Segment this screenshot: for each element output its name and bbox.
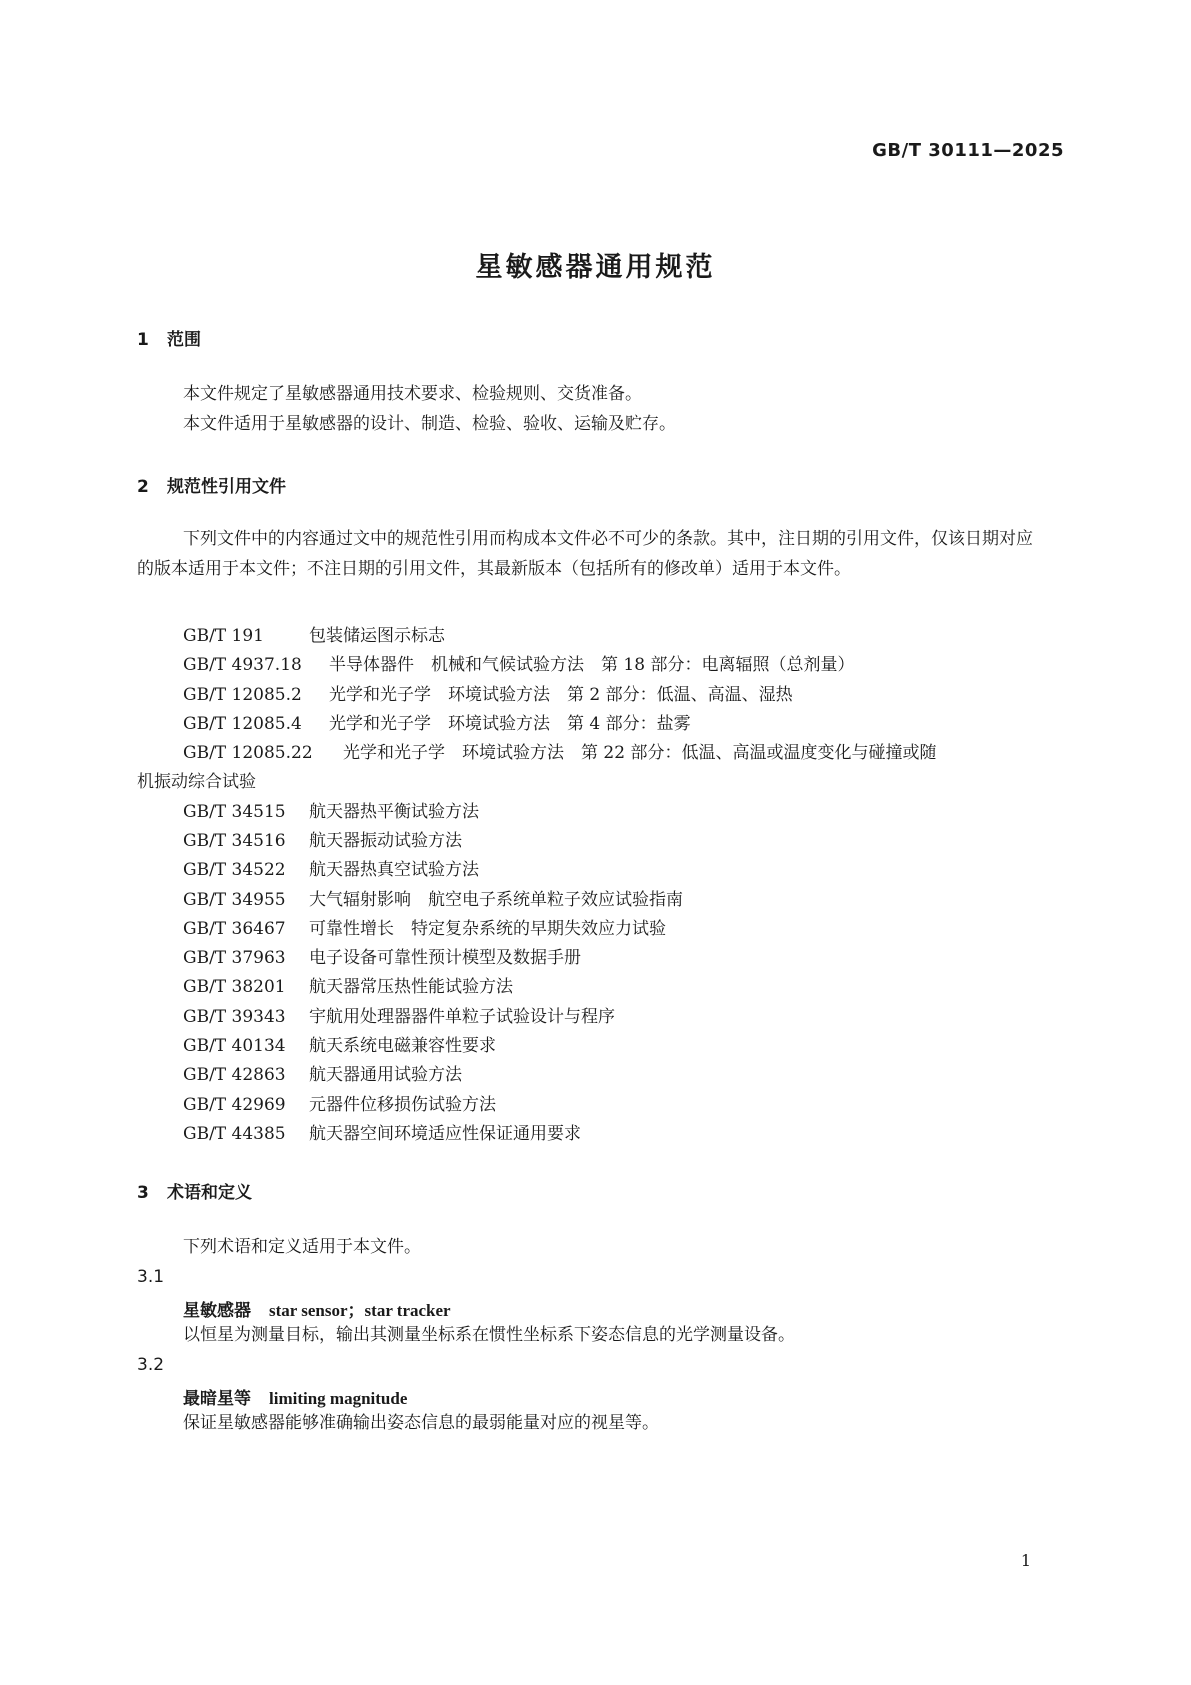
standard-number: GB/T 30111—2025 xyxy=(872,140,1064,161)
reference-title: 航天器常压热性能试验方法 xyxy=(309,977,513,997)
section-number: 1 xyxy=(137,330,149,350)
reference-code: GB/T 34516 xyxy=(183,831,286,851)
reference-item xyxy=(183,1090,496,1115)
reference-item xyxy=(183,650,854,675)
reference-title: 光学和光子学 环境试验方法 第 4 部分：盐雾 xyxy=(329,714,691,734)
term-english: star sensor；star tracker xyxy=(269,1301,451,1320)
reference-code: GB/T 34955 xyxy=(183,890,286,910)
reference-code: GB/T 44385 xyxy=(183,1124,286,1144)
section-1-heading xyxy=(137,325,201,350)
reference-item xyxy=(183,738,936,763)
reference-code: GB/T 37963 xyxy=(183,948,286,968)
reference-item xyxy=(183,826,462,851)
scope-paragraph: 本文件规定了星敏感器通用技术要求、检验规则、交货准备。 xyxy=(183,384,642,404)
reference-item xyxy=(183,855,479,880)
reference-item xyxy=(183,885,683,910)
reference-code: GB/T 39343 xyxy=(183,1007,286,1027)
reference-item xyxy=(183,1119,581,1144)
reference-title: 大气辐射影响 航空电子系统单粒子效应试验指南 xyxy=(309,890,683,910)
term-english: limiting magnitude xyxy=(269,1389,408,1408)
reference-title: 航天器通用试验方法 xyxy=(309,1065,462,1085)
document-title: 星敏感器通用规范 xyxy=(475,252,716,283)
terms-intro: 下列术语和定义适用于本文件。 xyxy=(183,1237,421,1257)
reference-title: 光学和光子学 环境试验方法 第 2 部分：低温、高温、湿热 xyxy=(329,685,793,705)
section-2-heading xyxy=(137,472,286,497)
section-title: 范围 xyxy=(167,330,201,350)
term-definition: 以恒星为测量目标，输出其测量坐标系在惯性坐标系下姿态信息的光学测量设备。 xyxy=(183,1325,795,1345)
reference-item xyxy=(183,621,445,646)
reference-code: GB/T 40134 xyxy=(183,1036,286,1056)
reference-title: 电子设备可靠性预计模型及数据手册 xyxy=(309,948,581,968)
reference-title: 可靠性增长 特定复杂系统的早期失效应力试验 xyxy=(309,919,666,939)
page-number: 1 xyxy=(1020,1551,1031,1570)
term-chinese: 最暗星等 xyxy=(183,1389,251,1409)
term-number: 3.2 xyxy=(137,1355,165,1375)
reference-item xyxy=(183,943,581,968)
section-3-heading xyxy=(137,1178,252,1203)
reference-code: GB/T 12085.2 xyxy=(183,685,302,705)
reference-title: 半导体器件 机械和气候试验方法 第 18 部分：电离辐照（总剂量） xyxy=(329,655,855,675)
reference-title: 包装储运图示标志 xyxy=(309,626,445,646)
reference-item xyxy=(183,1060,462,1085)
reference-continuation: 机振动综合试验 xyxy=(137,772,256,792)
reference-code: GB/T 42863 xyxy=(183,1065,286,1085)
reference-item xyxy=(183,914,666,939)
section-number: 2 xyxy=(137,477,149,497)
reference-code: GB/T 12085.4 xyxy=(183,714,302,734)
reference-code: GB/T 34522 xyxy=(183,860,286,880)
reference-title: 航天系统电磁兼容性要求 xyxy=(309,1036,496,1056)
reference-code: GB/T 4937.18 xyxy=(183,655,302,675)
reference-code: GB/T 191 xyxy=(183,626,264,646)
section-title: 规范性引用文件 xyxy=(167,477,286,497)
reference-item xyxy=(183,972,513,997)
reference-title: 航天器热真空试验方法 xyxy=(309,860,479,880)
term-heading xyxy=(183,1384,407,1409)
term-definition: 保证星敏感器能够准确输出姿态信息的最弱能量对应的视星等。 xyxy=(183,1413,659,1433)
references-intro: 下列文件中的内容通过文中的规范性引用而构成本文件必不可少的条款。其中，注日期的引用文件，仅该日期对应的版本适用于本文件；不注日期的引用文件，其最新版本（包括所有的修改单）适用于本文件。 xyxy=(137,529,1033,579)
reference-title: 航天器热平衡试验方法 xyxy=(309,802,479,822)
reference-code: GB/T 42969 xyxy=(183,1095,286,1115)
term-chinese: 星敏感器 xyxy=(183,1301,251,1321)
reference-item xyxy=(183,709,691,734)
reference-item xyxy=(183,797,479,822)
term-heading xyxy=(183,1296,451,1321)
scope-paragraph: 本文件适用于星敏感器的设计、制造、检验、验收、运输及贮存。 xyxy=(183,414,676,434)
reference-item xyxy=(183,1002,615,1027)
reference-item xyxy=(183,680,793,705)
reference-code: GB/T 34515 xyxy=(183,802,286,822)
reference-code: GB/T 38201 xyxy=(183,977,286,997)
reference-title: 宇航用处理器器件单粒子试验设计与程序 xyxy=(309,1007,615,1027)
reference-code: GB/T 12085.22 xyxy=(183,743,313,763)
reference-title: 光学和光子学 环境试验方法 第 22 部分：低温、高温或温度变化与碰撞或随 xyxy=(343,743,937,763)
term-number: 3.1 xyxy=(137,1267,165,1287)
reference-title: 元器件位移损伤试验方法 xyxy=(309,1095,496,1115)
reference-code: GB/T 36467 xyxy=(183,919,286,939)
section-number: 3 xyxy=(137,1183,149,1203)
reference-title: 航天器振动试验方法 xyxy=(309,831,462,851)
reference-title: 航天器空间环境适应性保证通用要求 xyxy=(309,1124,581,1144)
section-title: 术语和定义 xyxy=(167,1183,252,1203)
reference-item xyxy=(183,1031,496,1056)
